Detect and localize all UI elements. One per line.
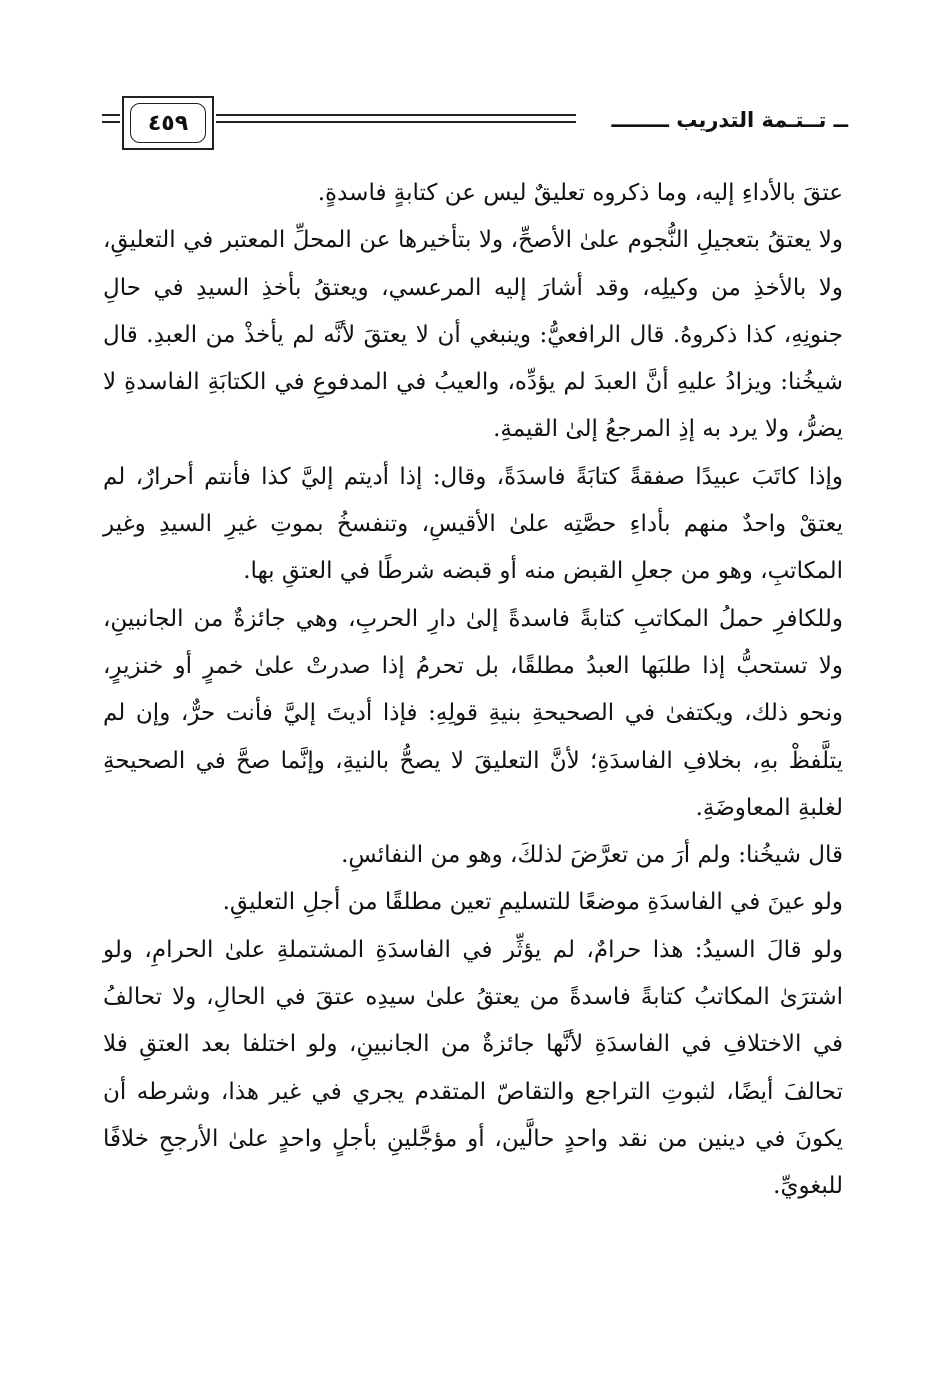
header-rule-middle bbox=[216, 114, 576, 116]
paragraph: ولو قالَ السيدُ: هذا حرامٌ، لم يؤثِّر في الفاسدَةِ المشتملةِ علىٰ الحرامِ، ولو اشترَىٰ المكاتبُ كتابةً فاسدةً من يعتقُ علىٰ سيدِه عتقَ في الحالِ، ولا تحالفُ في الاختلافِ في الفاسدَةِ لأنَّها جائزةٌ من الجانبينِ، ولو اختلفا بعد العتقِ فلا تحالفَ أيضًا، لثبوتِ التراجع والتقاصّ المتقدم يجري في غير هذا، وشرطه أن يكونَ في دينين من نقد واحدٍ حالَّين، أو مؤجَّلينِ بأجلٍ واحدٍ علىٰ الأرجحِ خلافًا للبغويِّ. bbox=[103, 936, 843, 1200]
running-title: ــ تــتـمة التدريب ــــــــ bbox=[611, 108, 848, 132]
paragraph: ولو عينَ في الفاسدَةِ موضعًا للتسليمِ تعين مطلقًا من أجلِ التعليقِ. bbox=[222, 889, 843, 916]
header-rule-middle-lower bbox=[216, 121, 576, 123]
paragraph: وللكافرِ حملُ المكاتبِ كتابةً فاسدةً إلىٰ دارِ الحربِ، وهي جائزةٌ من الجانبينِ، ولا تستحبُّ إذا طلبَها العبدُ مطلقًا، بل تحرمُ إذا صدرتْ علىٰ خمرٍ أو خنزيرٍ، ونحو ذلك، ويكتفىٰ في الصحيحةِ بنيةِ قولِهِ: فإذا أديتَ إليَّ فأنت حرٌّ، وإن لم يتلَّفظْ بهِ، بخلافِ الفاسدَةِ؛ لأنَّ التعليقَ لا يصحُّ بالنيةِ، وإنَّما صحَّ في الصحيحةِ لغلبةِ المعاوضَةِ. bbox=[103, 605, 844, 821]
paragraph: وإذا كاتَبَ عبيدًا صفقةً كتابَةً فاسدَةً، وقال: إذا أديتم إليَّ كذا فأنتم أحرارٌ، لم يعتقْ واحدٌ منهم بأداءِ حصَّتِه علىٰ الأقيسِ، وتنفسخُ بموتِ غيرِ السيدِ وغير المكاتبِ، وهو من جعلِ القبض منه أو قبضه شرطًا في العتقِ بها. bbox=[103, 463, 843, 585]
header-rule-left-lower bbox=[102, 121, 120, 123]
body-text bbox=[103, 170, 843, 1211]
paragraph: قال شيخُنا: ولم أرَ من تعرَّضَ لذلكَ، وهو من النفائسِ. bbox=[341, 842, 843, 869]
page-header bbox=[102, 94, 848, 160]
paragraph: عتقَ بالأداءِ إليه، وما ذكروه تعليقٌ ليس عن كتابةٍ فاسدةٍ. bbox=[317, 180, 843, 206]
page-number: ٤٥٩ bbox=[130, 103, 206, 143]
header-rule-left bbox=[102, 114, 120, 116]
page-number-frame bbox=[122, 96, 214, 150]
paragraph: ولا يعتقُ بتعجيلِ النُّجوم علىٰ الأصحِّ، ولا بتأخيرها عن المحلِّ المعتبر في التعليقِ، ولا بالأخذِ من وكيلِه، وقد أشارَ إليه المرعسي، ويعتقُ بأخذِ السيدِ في حالِ جنونِهِ، كذا ذكروهُ. قال الرافعيُّ: وينبغي أن لا يعتقَ لأنَّه لم يأخذْ من العبدِ. قال شيخُنا: ويزادُ عليهِ أنَّ العبدَ لم يؤدِّه، والعيبُ في المدفوعِ في الكتابَةِ الفاسدةِ لا يضرُّ، ولا يرد به إذِ المرجعُ إلىٰ القيمةِ. bbox=[103, 227, 843, 443]
